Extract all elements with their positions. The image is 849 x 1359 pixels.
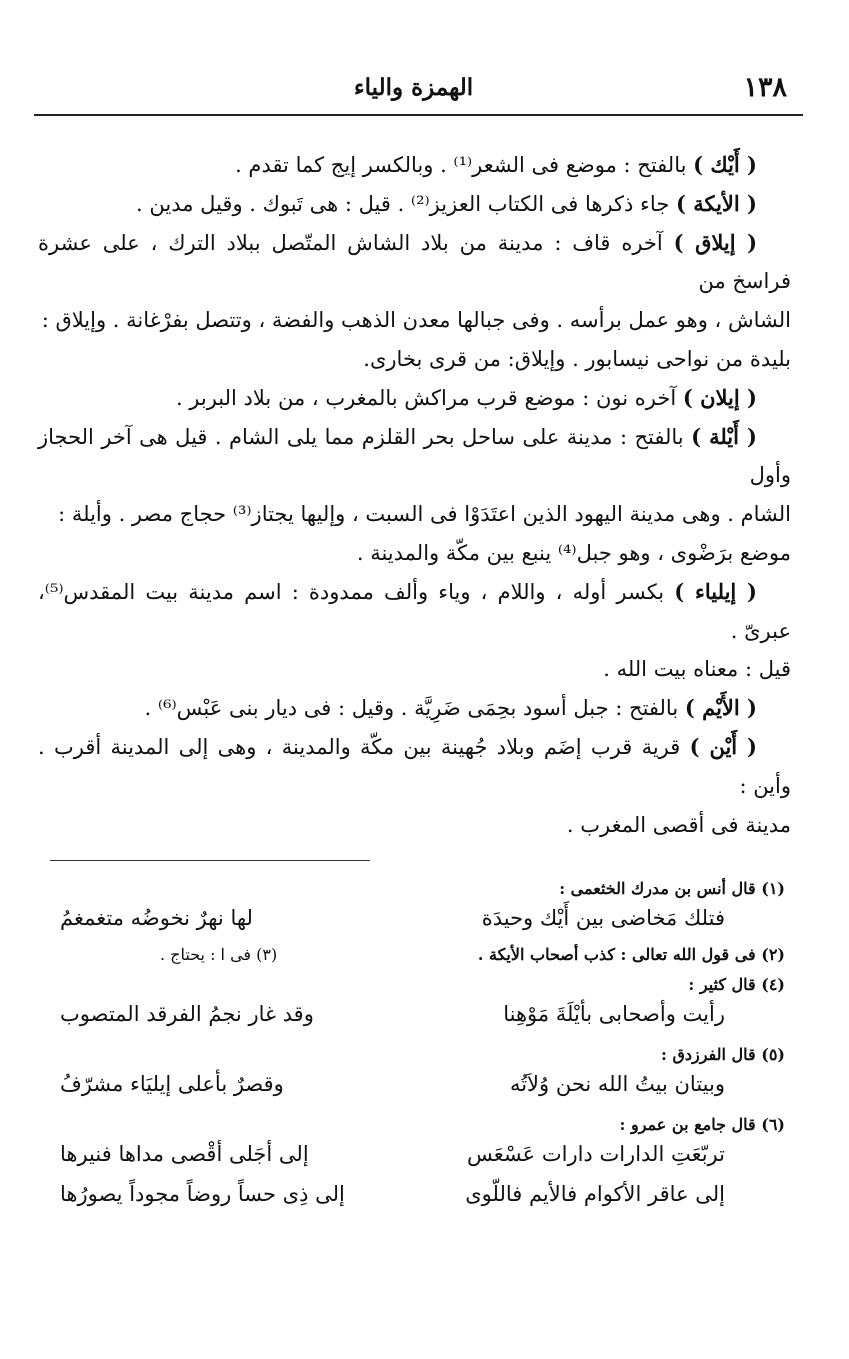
- verse-second-hemistich: إلى أجَلى أقْصى مداها فنيرها: [60, 1142, 309, 1166]
- page-header: [40, 72, 787, 112]
- footnote-2-3-row: [50, 942, 785, 968]
- entry-paragraph: [38, 146, 791, 185]
- headword: ( الأَيْم ): [684, 695, 757, 721]
- footnote-2-label: (٢) فى قول الله تعالى : كذب أصحاب الأيكة .: [477, 945, 785, 964]
- footnote-6-verse-2: [50, 1178, 785, 1218]
- page-number: ١٣٨: [743, 72, 787, 103]
- verse-first-hemistich: فتلك مَخاضى بين أَيْك وحيدَة: [481, 906, 725, 930]
- entry-text: بالفتح : مدينة على ساحل بحر القلزم مما يلى الشام . قيل هى آخر الحجاز وأول: [38, 424, 791, 488]
- verse-second-hemistich: لها نهرٌ نخوضُه متغمغمُ: [60, 906, 253, 930]
- entry-text: آخره قاف : مدينة من بلاد الشاش المتّصل ببلاد الترك ، على عشرة فراسخ من: [38, 230, 791, 294]
- verse-first-hemistich: إلى عاقر الأكوام فالأيم فاللّوى: [465, 1182, 725, 1206]
- entry-text: الشام . وهى مدينة اليهود الذين اعتَدَوْا فى السبت ، وإليها يجتاز⁽³⁾ حجاج مصر . وأيلة :: [58, 502, 791, 527]
- footnote-1-verse: [50, 902, 785, 942]
- entry-text: بكسر أوله ، واللام ، وياء وألف ممدودة : اسم مدينة بيت المقدس⁽⁵⁾، عبرىّ .: [38, 579, 791, 643]
- entry-text: موضع برَضْوى ، وهو جبل⁽⁴⁾ ينبع بين مكّة والمدينة .: [356, 540, 791, 565]
- headword: ( أَيْلة ): [691, 423, 757, 449]
- entry-continuation: [38, 301, 791, 340]
- entry-text: قيل : معناه بيت الله .: [603, 657, 791, 682]
- entry-text: بالفتح : موضع فى الشعر⁽¹⁾ . وبالكسر إيج كما تقدم .: [235, 153, 694, 177]
- footnote-1-label: (١) قال أنس بن مدرك الخثعمى :: [559, 879, 785, 898]
- footnote-5-label: (٥) قال الفرزدق :: [660, 1045, 785, 1064]
- entry-continuation: [38, 650, 791, 689]
- headword: ( إيلاق ): [673, 229, 758, 255]
- entry-text: جاء ذكرها فى الكتاب العزيز⁽²⁾ . قيل : هى تَبوك . وقيل مدين .: [136, 191, 676, 216]
- footnote-rule: [50, 860, 370, 861]
- entry-text: الشاش ، وهو عمل برأسه . وفى جبالها معدن الذهب والفضة ، وتتصل بفرْغانة . وإيلاق :: [41, 308, 791, 333]
- running-title: الهمزة والياء: [353, 74, 474, 101]
- entry-paragraph: [38, 224, 791, 302]
- entry-paragraph: [38, 379, 791, 418]
- entry-continuation: [38, 495, 791, 534]
- entry-continuation: [38, 806, 791, 845]
- header-rule: [34, 114, 803, 116]
- footnote-4-label: (٤) قال كثير :: [688, 975, 785, 994]
- headword: ( إيلياء ): [674, 578, 757, 604]
- entry-text: بالفتح : جبل أسود بحِمَى ضَرِيَّة . وقيل : فى ديار بنى عَبْس⁽⁶⁾ .: [144, 696, 685, 721]
- headword: ( أَيْك ): [693, 152, 757, 177]
- verse-first-hemistich: وبيتان بيتُ الله نحن وُلاَتُه: [509, 1072, 725, 1096]
- entry-paragraph: [38, 185, 791, 224]
- footnote-5-verse: [50, 1068, 785, 1108]
- footnote-4-verse: [50, 998, 785, 1038]
- verse-second-hemistich: وقصرٌ بأعلى إيليَاء مشرّفُ: [60, 1072, 284, 1096]
- verse-first-hemistich: تربّعَتِ الدارات دارات عَسْعَس: [467, 1142, 725, 1166]
- entry-text: قرية قرب إضَم وبلاد جُهينة بين مكّة والمدينة ، وهى إلى المدينة أقرب . وأين :: [38, 734, 791, 798]
- entry-paragraph: [38, 728, 791, 806]
- entry-continuation: [38, 340, 791, 379]
- entry-text: مدينة فى أقصى المغرب .: [566, 812, 791, 837]
- verse-second-hemistich: وقد غار نجمُ الفرقد المتصوب: [60, 1002, 314, 1026]
- entry-paragraph: [38, 689, 791, 728]
- verse-second-hemistich: إلى ذِى حساً روضاً مجوداً يصورُها: [60, 1182, 345, 1206]
- entry-paragraph: [38, 418, 791, 496]
- main-text: [38, 146, 791, 844]
- entry-paragraph: [38, 573, 791, 651]
- footnote-3-label: (٣) فى ا : يحتاج .: [160, 945, 278, 964]
- entry-text: بليدة من نواحى نيسابور . وإيلاق: من قرى بخارى.: [363, 346, 791, 371]
- entry-continuation: [38, 534, 791, 573]
- headword: ( أَيْن ): [689, 733, 757, 759]
- entry-text: آخره نون : موضع قرب مراكش بالمغرب ، من بلاد البربر .: [175, 385, 683, 410]
- footnotes: [50, 872, 785, 1218]
- verse-first-hemistich: رأيت وأصحابى بأيْلَةَ مَوْهِنا: [503, 1002, 725, 1026]
- footnote-6-label: (٦) قال جامع بن عمرو :: [619, 1115, 785, 1134]
- headword: ( الأيكة ): [675, 190, 757, 216]
- footnote-6-verse-1: [50, 1138, 785, 1178]
- headword: ( إيلان ): [682, 384, 757, 410]
